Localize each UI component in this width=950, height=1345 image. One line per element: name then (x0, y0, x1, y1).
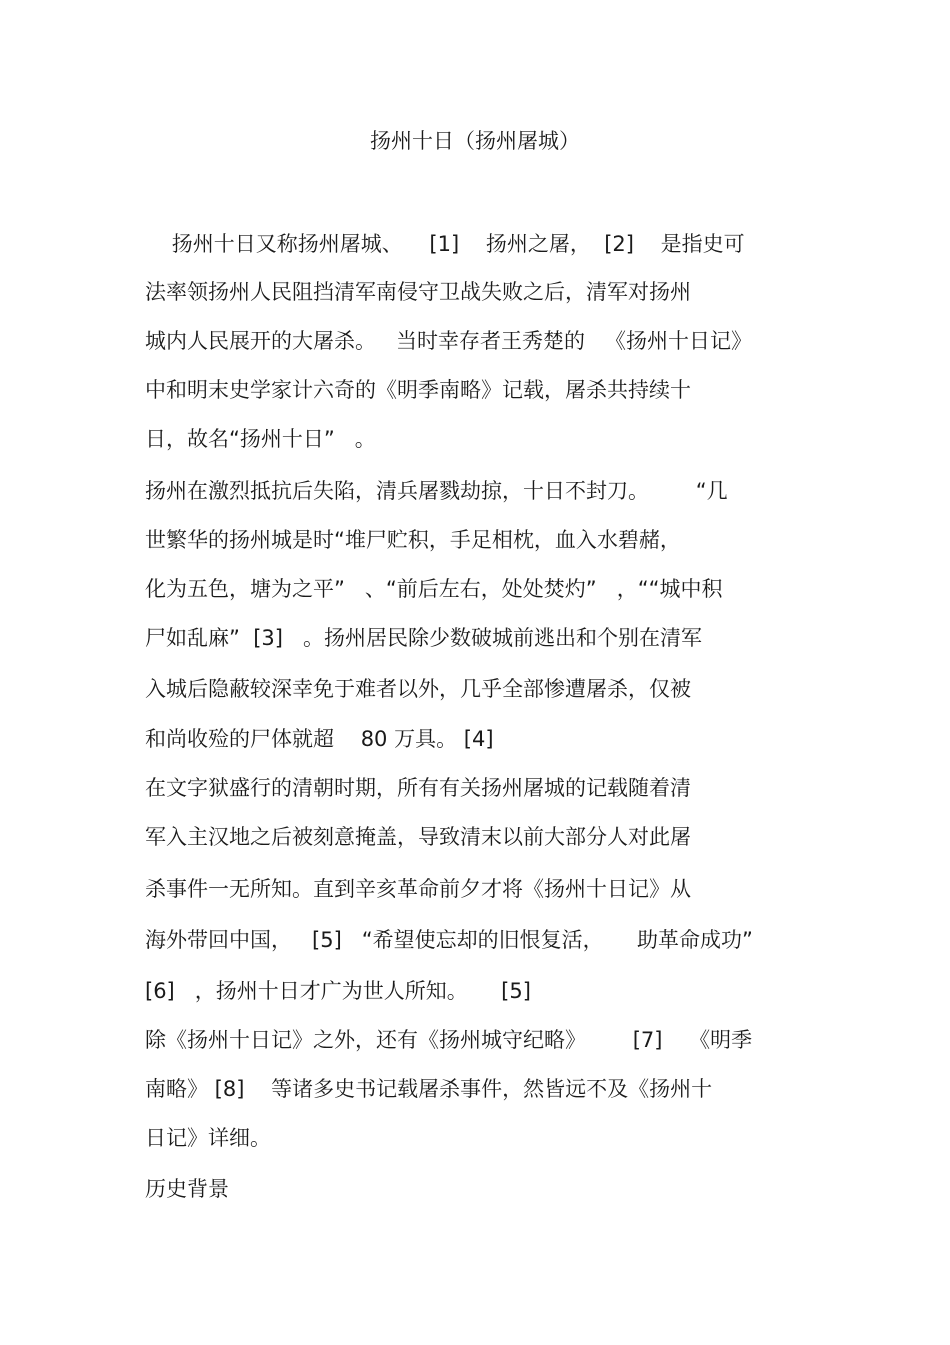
text-line: 扬州十日又称扬州屠城、 [1] 扬州之屠， [2] 是指史可 (145, 232, 745, 256)
text-line: 在文字狱盛行的清朝时期，所有有关扬州屠城的记载随着清 (145, 776, 691, 800)
document-title: 扬州十日（扬州屠城） (370, 129, 580, 153)
text-line: 尸如乱麻” [3] 。扬州居民除少数破城前逃出和个别在清军 (145, 626, 703, 650)
text-line: 化为五色，塘为之平” 、“前后左右，处处焚灼” ，““城中积 (145, 577, 723, 601)
text-line: 海外带回中国， [5] “希望使忘却的旧恨复活， 助革命成功” (145, 928, 753, 952)
text-line: 日记》详细。 (145, 1126, 271, 1150)
text-line: 杀事件一无所知。直到辛亥革命前夕才将《扬州十日记》从 (145, 877, 691, 901)
text-line: 中和明末史学家计六奇的《明季南略》记载，屠杀共持续十 (145, 378, 691, 402)
text-line: [6] ，扬州十日才广为世人所知。 [5] (145, 979, 531, 1003)
text-line: 除《扬州十日记》之外，还有《扬州城守纪略》 [7] 《明季 (145, 1028, 753, 1052)
text-line: 南略》 [8] 等诸多史书记载屠杀事件，然皆远不及《扬州十 (145, 1077, 713, 1101)
section-heading: 历史背景 (145, 1177, 229, 1201)
text-line: 法率领扬州人民阻挡清军南侵守卫战失败之后，清军对扬州 (145, 280, 691, 304)
text-line: 入城后隐蔽较深幸免于难者以外，几乎全部惨遭屠杀，仅被 (145, 677, 691, 701)
text-line: 军入主汉地之后被刻意掩盖，导致清末以前大部分人对此屠 (145, 825, 691, 849)
text-line: 世繁华的扬州城是时“堆尸贮积，手足相枕，血入水碧赭， (145, 528, 681, 552)
text-line: 日，故名“扬州十日” 。 (145, 427, 376, 451)
text-line: 城内人民展开的大屠杀。 当时幸存者王秀楚的 《扬州十日记》 (145, 329, 753, 353)
text-line: 和尚收殓的尸体就超 80 万具。 [4] (145, 727, 494, 751)
text-line: 扬州在激烈抵抗后失陷，清兵屠戮劫掠，十日不封刀。 “几 (145, 479, 728, 503)
